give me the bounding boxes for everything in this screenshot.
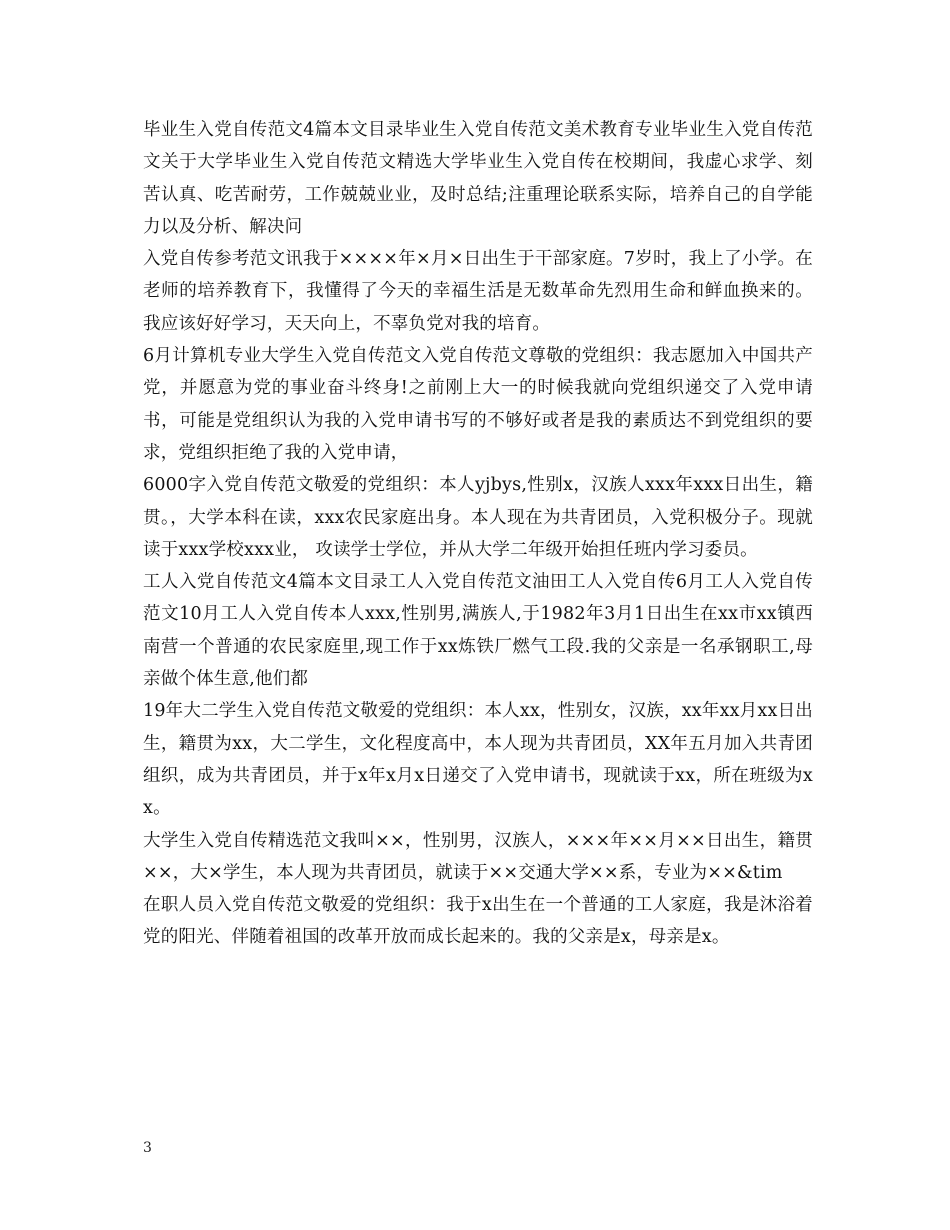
paragraph: 毕业生入党自传范文4篇本文目录毕业生入党自传范文美术教育专业毕业生入党自传范文关于大学毕业生入党自传范文精选大学毕业生入党自传在校期间，我虚心求学、刻苦认真、吃苦耐劳，工作兢兢业业，及时总结;注重理论联系实际，培养自己的自学能力以及分析、解决问 — [143, 120, 813, 237]
paragraph: 6月计算机专业大学生入党自传范文入党自传范文尊敬的党组织：我志愿加入中国共产党，并愿意为党的事业奋斗终身!之前刚上大一的时候我就向党组织递交了入党申请书，可能是党组织认为我的入党申请书写的不够好或者是我的素质达不到党组织的要求，党组织拒绝了我的入党申请， — [143, 346, 813, 463]
paragraph: 19年大二学生入党自传范文敬爱的党组织：本人xx，性别女，汉族，xx年xx月xx日出生，籍贯为xx，大二学生，文化程度高中，本人现为共青团员，XX年五月加入共青团组织，成为共青团员，并于x年x月x日递交了入党申请书，现就读于xx，所在班级为xx。 — [143, 701, 813, 819]
paragraph: 大学生入党自传精选范文我叫××，性别男，汉族人，×××年××月××日出生，籍贯××，大×学生，本人现为共青团员，就读于××交通大学××系，专业为××&tim — [143, 830, 813, 883]
paragraph: 工人入党自传范文4篇本文目录工人入党自传范文油田工人入党自传6月工人入党自传范文10月工人入党自传本人xxx,性别男,满族人,于1982年3月1日出生在xx市xx镇西南营一个普通的农民家庭里,现工作于xx炼铁厂燃气工段.我的父亲是一名承钢职工,母亲做个体生意,他们都 — [143, 572, 813, 690]
page-number: 3 — [143, 1140, 152, 1156]
paragraph: 入党自传参考范文讯我于××××年×月×日出生于干部家庭。7岁时，我上了小学。在老师的培养教育下，我懂得了今天的幸福生活是无数革命先烈用生命和鲜血换来的。我应该好好学习，天天向上，不辜负党对我的培育。 — [143, 249, 813, 334]
paragraph: 6000字入党自传范文敬爱的党组织：本人yjbys,性别x，汉族人xxx年xxx日出生，籍贯。，大学本科在读，xxx农民家庭出身。本人现在为共青团员，入党积极分子。现就读于xxx学校xxx业， 攻读学士学位，并从大学二年级开始担任班内学习委员。 — [143, 475, 813, 560]
paragraph: 在职人员入党自传范文敬爱的党组织：我于x出生在一个普通的工人家庭，我是沐浴着党的阳光、伴随着祖国的改革开放而成长起来的。我的父亲是x，母亲是x。 — [143, 895, 813, 948]
document-body — [143, 114, 813, 954]
